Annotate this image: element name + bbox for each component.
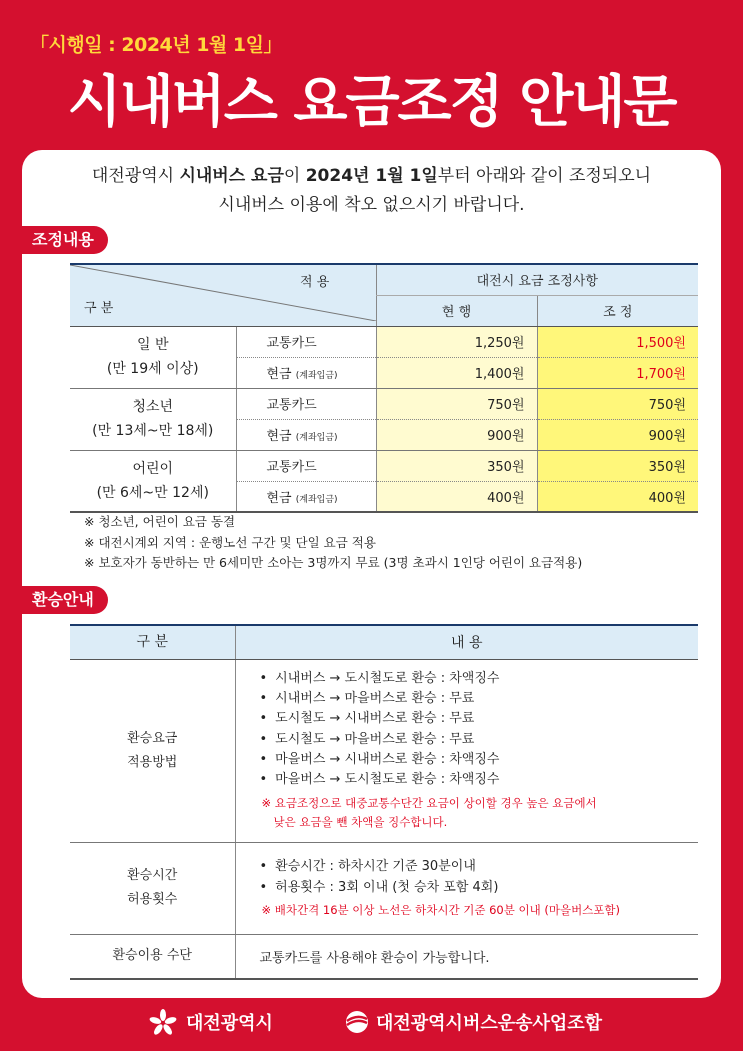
rule-item: • 도시철도 → 시내버스로 환승 : 무료	[260, 709, 699, 729]
transfer-row-label: 환승이용 수단	[70, 934, 235, 979]
rule-item: • 마을버스 → 시내버스로 환승 : 차액징수	[260, 750, 699, 770]
fare-adjusted: 1,500원	[537, 326, 698, 357]
page-title: 시내버스 요금조정 안내문	[67, 70, 676, 135]
row-label-line: 적용방법	[127, 754, 178, 770]
red-note: ※ 요금조정으로 대중교통수단간 요금이 상이할 경우 높은 요금에서	[261, 796, 597, 811]
rule-item: • 환승시간 : 하차시간 기준 30분이내	[260, 856, 699, 877]
fare-current: 900원	[376, 419, 537, 450]
header-group: 대전시 요금 조정사항	[376, 264, 698, 295]
transfer-means-text: 교통카드를 사용해야 환승이 가능합니다.	[235, 934, 698, 979]
diagonal-line	[70, 265, 376, 321]
transfer-table	[70, 624, 698, 980]
red-note: 낮은 요금을 뺀 차액을 징수합니다.	[273, 815, 448, 830]
org-name: 대전광역시	[186, 1013, 273, 1034]
section-tag-fare: 조정내용	[20, 226, 108, 254]
category-name: 청소년	[132, 399, 174, 415]
intro-emphasis: 시내버스 요금	[179, 166, 284, 186]
bus-association-logo	[344, 1009, 602, 1035]
intro-line-2: 시내버스 이용에 착오 없으시기 바랍니다.	[218, 195, 525, 215]
fare-adjusted: 350원	[537, 450, 698, 481]
cash-note: (계좌입금)	[295, 371, 338, 381]
category-cell	[70, 326, 236, 388]
daejeon-city-logo	[148, 1009, 273, 1035]
cash-label: 현금	[266, 429, 292, 444]
header-content: 내 용	[235, 625, 698, 659]
header-division: 구 분	[70, 625, 235, 659]
fare-current: 750원	[376, 388, 537, 419]
intro-text-part: 대전광역시	[91, 166, 180, 186]
rule-item: • 마을버스 → 도시철도로 환승 : 차액징수	[260, 770, 699, 790]
fare-adjusted: 900원	[537, 419, 698, 450]
intro-text	[22, 162, 721, 220]
rule-item: • 허용횟수 : 3회 이내 (첫 승차 포함 4회)	[260, 877, 699, 898]
category-name: 일 반	[137, 337, 169, 353]
header-apply: 적 용	[300, 275, 330, 290]
cash-note: (계좌입금)	[295, 433, 338, 443]
transfer-time-list	[260, 856, 699, 898]
header-current: 현 행	[376, 295, 537, 326]
payment-cash	[236, 419, 376, 450]
rule-item: • 시내버스 → 마을버스로 환승 : 무료	[260, 689, 699, 709]
transfer-time-cell	[235, 842, 698, 934]
fare-notes	[84, 512, 582, 574]
section-tag-transfer: 환승안내	[20, 586, 108, 614]
payment-card: 교통카드	[236, 326, 376, 357]
cash-label: 현금	[266, 490, 292, 506]
transfer-rules-cell	[235, 659, 698, 842]
category-age: (만 6세~만 12세)	[96, 484, 209, 501]
intro-text-part: 이	[283, 166, 306, 186]
rule-item: • 도시철도 → 마을버스로 환승 : 무료	[260, 730, 699, 750]
category-age: (만 19세 이상)	[106, 361, 199, 377]
cash-note: (계좌입금)	[295, 494, 338, 505]
header-diagonal-cell	[70, 264, 376, 326]
rule-item: • 시내버스 → 도시철도로 환승 : 차액징수	[260, 669, 699, 689]
row-label-line: 환승시간	[127, 868, 178, 883]
org-name: 대전광역시버스운송사업조합	[376, 1013, 603, 1034]
header-adjusted: 조 정	[537, 295, 698, 326]
intro-text-part: 부터 아래와 같이 조정되오니	[437, 166, 652, 186]
content-card	[22, 150, 721, 998]
fare-adjusted: 1,700원	[537, 357, 698, 388]
row-label-line: 환승요금	[127, 730, 178, 746]
note-item: ※ 대전시계외 지역 : 운행노선 구간 및 단일 요금 적용	[84, 534, 376, 550]
fare-table	[70, 263, 698, 513]
payment-cash	[236, 357, 376, 388]
payment-cash	[236, 481, 376, 512]
fare-current: 1,250원	[376, 326, 537, 357]
fare-adjusted: 400원	[537, 481, 698, 512]
red-note: ※ 배차간격 16분 이상 노선은 하차시간 기준 60분 이내 (마을버스포함)	[261, 903, 620, 917]
fare-current: 400원	[376, 481, 537, 512]
cash-label: 현금	[266, 367, 292, 382]
footer	[0, 1005, 743, 1037]
category-age: (만 13세~만 18세)	[92, 423, 214, 439]
transfer-row-label	[70, 659, 235, 842]
category-name: 어린이	[132, 460, 174, 477]
row-label-line: 허용횟수	[127, 892, 178, 907]
transfer-rules-list	[260, 669, 699, 790]
category-cell	[70, 388, 236, 450]
header-division: 구 분	[84, 301, 114, 316]
note-item: ※ 청소년, 어린이 요금 동결	[84, 514, 236, 529]
star-logo-icon	[148, 1009, 178, 1035]
note-item: ※ 보호자가 동반하는 만 6세미만 소아는 3명까지 무료 (3명 초과시 1인당 어린이 요금적용)	[84, 555, 583, 570]
transfer-row-label	[70, 842, 235, 934]
intro-date: 2024년 1월 1일	[305, 166, 438, 186]
payment-card: 교통카드	[236, 388, 376, 419]
date-line: 「시행일 : 2024년 1월 1일」	[30, 34, 283, 56]
category-cell	[70, 450, 236, 512]
fare-current: 1,400원	[376, 357, 537, 388]
swirl-logo-icon	[344, 1010, 370, 1034]
payment-card: 교통카드	[236, 450, 376, 481]
fare-current: 350원	[376, 450, 537, 481]
fare-adjusted: 750원	[537, 388, 698, 419]
